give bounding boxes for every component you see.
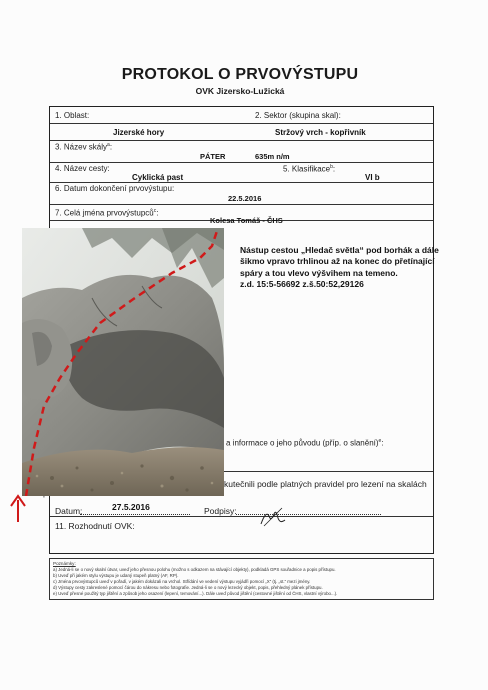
footnote-item: a) Jedná-li se o nový skalní útvar, uveď jeho přesnou polohu (možno s odkazem na stávající objekty), podkladá GPS souřadnice a popis přístupu. — [53, 567, 336, 572]
row-nazev-cesty — [50, 163, 433, 183]
nazev-skaly-extra[interactable]: 635m n/m — [255, 152, 290, 161]
klasifikace-value[interactable]: VI b — [365, 173, 380, 182]
oblast-label: 1. Oblast: — [55, 111, 90, 120]
rock-photo — [22, 228, 224, 496]
route-start-arrow-icon — [6, 492, 30, 524]
datum-value[interactable]: 22.5.2016 — [228, 194, 262, 203]
row-datum — [50, 183, 433, 205]
pravidla-text: kutečnili podle platných pravidel pro lezení na skalách — [224, 479, 427, 489]
row-oblast-sektor — [50, 107, 433, 124]
nazev-cesty-label: 4. Název cesty: — [55, 164, 110, 173]
datum2-label: Datum: — [55, 506, 83, 516]
footnotes — [49, 558, 434, 600]
route-description-text: Nástup cestou „Hledač světla“ pod borhák a dále šikmo vpravo trhlinou až na konec do přetínající spáry a tou vlevo výšvihem na temeno. — [240, 245, 439, 278]
row-nazev-skaly — [50, 141, 433, 163]
footnote-item: d) Výstupy cesty zakreslené pomocí čárou do nákresu nebo fotografie. Jedná-li se o nový lezecký objekt, popis, přehledný plánek přístupu. — [53, 585, 323, 590]
page-subtitle: OVK Jizersko-Lužická — [195, 86, 285, 96]
footnote-item: b) Uveď při jakém stylu výstupu je udaný stupeň platný (AF, RP). — [53, 573, 179, 578]
signature-mark — [258, 506, 288, 528]
datum2-value[interactable]: 27.5.2016 — [112, 502, 150, 512]
nazev-skaly-value[interactable]: PÁTER — [200, 152, 226, 161]
puvod-label: a informace o jeho původu (příp. o slanění)$^e$: — [226, 438, 384, 448]
route-coordinates: z.d. 15:5-56692 z.š.50:52,29126 — [240, 278, 364, 289]
nazev-skaly-label: 3. Název skály$^a$: — [55, 142, 113, 152]
oblast-value[interactable]: Jizerské hory — [113, 128, 165, 137]
podpisy-label: Podpisy: — [204, 506, 237, 516]
row-oblast-sektor-values — [50, 124, 433, 141]
sektor-value[interactable]: Stržový vrch - kopřivník — [275, 128, 366, 137]
jmena-label: 7. Celá jména prvovýstupců$^c$: — [55, 208, 159, 218]
row-rozhodnuti — [50, 517, 433, 555]
footnotes-title: Poznámky: — [53, 561, 76, 566]
klasifikace-label: 5. Klasifikace$^b$: — [283, 164, 336, 174]
jmena-value[interactable]: Kolesa Tomáš - ČHS — [210, 216, 283, 225]
sektor-label: 2. Sektor (skupina skal): — [255, 111, 341, 120]
datum2-dotted-line — [80, 514, 190, 515]
nazev-cesty-value[interactable]: Cyklická past — [132, 173, 184, 182]
footnote-item: c) Jména prvovýstupců uveď v pořadí, v jakém dokázali na vrchol. Střídání ve vedení výstupu vyjádři pomocí „X“ (tj. „st.“ mezi jmény. — [53, 579, 311, 584]
footnote-item: e) Uveď přesné použitý typ jištění a způsob jeho osazení (lepení, temování...). Dále uveď původ jištění (cestovné jištění od ČHS, vlastní výrobo...). — [53, 591, 338, 596]
row-jmena — [50, 205, 433, 225]
datum-label: 6. Datum dokončení prvovýstupu: — [55, 184, 175, 193]
rock-photo-drawing — [22, 228, 224, 496]
page-title: PROTOKOL O PRVOVÝSTUPU — [121, 66, 359, 83]
rozhodnuti-label: 11. Rozhodnutí OVK: — [55, 521, 135, 531]
route-description — [240, 245, 440, 290]
